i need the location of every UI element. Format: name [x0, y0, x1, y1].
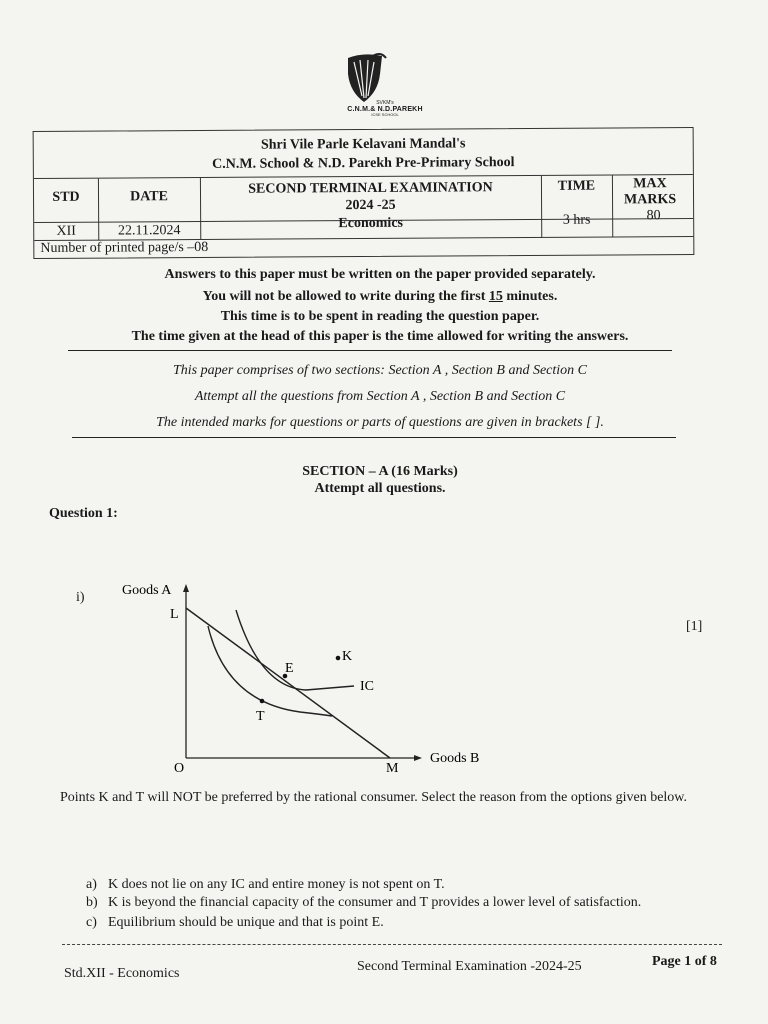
instruction-line2-prefix: You will not be allowed to write during the first — [202, 289, 489, 304]
exam-title-text: SECOND TERMINAL EXAMINATION — [248, 180, 493, 197]
point-k-label: K — [342, 649, 353, 664]
indifference-curve-ic — [236, 610, 354, 690]
time-value: 3 hrs — [562, 212, 591, 228]
x-axis-arrow — [414, 755, 422, 761]
std-value: XII — [56, 223, 76, 239]
question-label: Question 1: — [49, 506, 118, 521]
std-header: STD — [52, 189, 80, 205]
marks-value: 80 — [646, 208, 661, 224]
instruction-line1: Answers to this paper must be written on the paper provided separately. — [164, 267, 596, 282]
exam-header-table — [33, 127, 695, 259]
question-part-number: i) — [76, 590, 85, 605]
point-m-label: M — [386, 761, 399, 776]
org-name-line1: Shri Vile Parle Kelavani Mandal's — [260, 136, 466, 153]
logo-caption-line3: ICSE SCHOOL — [371, 112, 399, 117]
y-axis-label: Goods A — [122, 583, 172, 598]
option-c-text: Equilibrium should be unique and that is point E. — [108, 915, 384, 930]
instruction-line2-underlined: 15 — [488, 289, 503, 304]
org-title — [34, 128, 693, 179]
divider-rule — [72, 437, 676, 438]
point-k-dot — [336, 656, 341, 661]
indifference-curve-graph — [110, 578, 510, 778]
instruction-line4: The time given at the head of this paper is the time allowed for writing the answers. — [131, 329, 629, 344]
origin-label: O — [174, 761, 185, 776]
point-t-dot — [260, 699, 265, 704]
page-number: Page 1 of 8 — [652, 954, 717, 969]
exam-year: 2024 -25 — [345, 197, 396, 214]
x-axis-label: Goods B — [430, 751, 480, 766]
logo-caption-line2: C.N.M.& N.D.PAREKH — [347, 106, 423, 113]
exam-title — [200, 179, 541, 215]
instruction-line3: This time is to be spent in reading the question paper. — [220, 309, 540, 324]
ic-label: IC — [360, 679, 374, 694]
question-text: Points K and T will NOT be preferred by the rational consumer. Select the reason from the options given below. — [60, 790, 688, 805]
option-b-letter: b) — [86, 895, 98, 910]
point-l-label: L — [170, 607, 179, 622]
school-logo — [340, 52, 388, 104]
subject-value: Economics — [338, 215, 404, 232]
printed-pages: Number of printed page/s –08 — [40, 239, 209, 256]
y-axis-arrow — [183, 584, 189, 592]
time-header: TIME — [557, 178, 596, 194]
logo-caption — [305, 101, 465, 117]
section-title: SECTION – A (16 Marks) — [302, 464, 458, 479]
option-b-text: K is beyond the financial capacity of the consumer and T provides a lower level of satisfaction. — [108, 895, 642, 910]
italic-instruction-2: Attempt all the questions from Section A , Section B and Section C — [194, 389, 566, 404]
divider-rule — [68, 350, 672, 351]
section-subtitle: Attempt all questions. — [314, 481, 446, 496]
logo-caption-line1: SVKM's — [376, 100, 394, 106]
option-a-text: K does not lie on any IC and entire money is not spent on T. — [108, 877, 445, 892]
point-t-label: T — [256, 709, 265, 724]
option-b — [86, 895, 641, 911]
date-header: DATE — [130, 189, 168, 205]
option-a-letter: a) — [86, 877, 97, 892]
option-c-letter: c) — [86, 915, 97, 930]
org-name-line2: C.N.M. School & N.D. Parekh Pre-Primary School — [212, 155, 515, 172]
instruction-line2 — [60, 289, 700, 305]
italic-instruction-1: This paper comprises of two sections: Section A , Section B and Section C — [173, 363, 587, 378]
point-e-label: E — [285, 661, 294, 676]
option-a — [86, 877, 445, 893]
footer-center: Second Terminal Examination -2024-25 — [357, 959, 582, 974]
italic-instruction-3: The intended marks for questions or parts of questions are given in brackets [ ]. — [156, 415, 604, 430]
question-marks: [1] — [686, 619, 703, 634]
option-c — [86, 915, 384, 931]
footer-left: Std.XII - Economics — [64, 966, 180, 981]
max-marks-header: MAX MARKS — [623, 176, 677, 208]
date-value: 22.11.2024 — [117, 223, 181, 239]
footer-divider — [62, 944, 722, 945]
instruction-line2-suffix: minutes. — [502, 289, 558, 304]
